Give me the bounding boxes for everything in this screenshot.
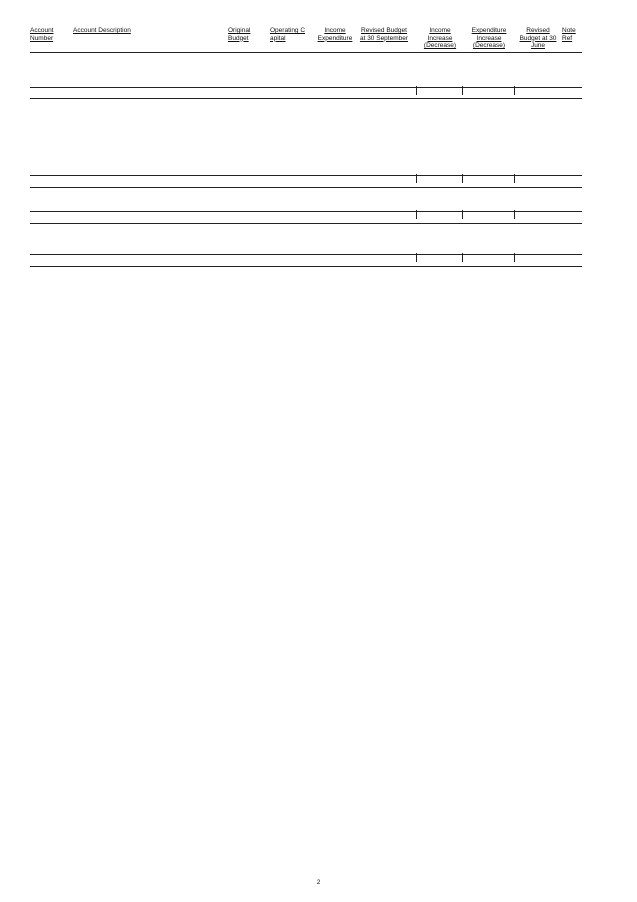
- total-box-left: [416, 174, 417, 183]
- total-rule: [30, 175, 582, 176]
- cell-desc: [72, 530, 222, 544]
- total-box-mid: [462, 174, 463, 183]
- total-rule-bottom: [30, 98, 582, 99]
- total-rule: [30, 211, 582, 212]
- cell-desc: [72, 546, 222, 560]
- total-box-left: [416, 253, 417, 262]
- total-box-mid: [462, 210, 463, 219]
- cell-desc: [72, 428, 222, 442]
- cell-desc: [72, 492, 222, 506]
- header-expenditure-increase: Expenditure Increase (Decrease): [471, 27, 507, 49]
- total-box-right: [514, 86, 515, 95]
- total-box-right: [514, 210, 515, 219]
- cell-desc: [72, 476, 222, 490]
- header-operating-capital: Operating C apital: [270, 27, 306, 42]
- cell-desc: [72, 578, 222, 592]
- cell-desc: [72, 601, 222, 615]
- header-income-expenditure: Income Expenditure: [317, 27, 353, 42]
- total-rule: [30, 87, 582, 88]
- cell-desc: [72, 460, 222, 474]
- header-rule: [30, 52, 582, 53]
- cell-desc: [72, 617, 222, 631]
- header-revised-june: Revised Budget at 30 June: [519, 27, 557, 49]
- total-box-right: [514, 174, 515, 183]
- total-rule-bottom: [30, 266, 582, 267]
- total-rule-bottom: [30, 187, 582, 188]
- header-original-budget: Original Budget: [228, 27, 251, 42]
- header-revised-budget: Revised Budget at 30 September: [359, 27, 409, 42]
- total-box-mid: [462, 253, 463, 262]
- total-rule-bottom: [30, 223, 582, 224]
- cell-desc: [72, 411, 222, 425]
- header-income-increase: Income Increase (Decrease): [423, 27, 457, 49]
- total-rule: [30, 254, 582, 255]
- header-account-number: Account Number: [30, 27, 54, 42]
- cell-desc: [72, 127, 222, 141]
- total-box-left: [416, 86, 417, 95]
- header-note-ref: Note Ref: [562, 27, 576, 42]
- cell-desc: [72, 562, 222, 576]
- total-box-mid: [462, 86, 463, 95]
- total-box-right: [514, 253, 515, 262]
- header-account-description: Account Description: [73, 27, 131, 34]
- page-number: 2: [316, 879, 321, 886]
- cell-desc: [72, 444, 222, 458]
- total-box-left: [416, 210, 417, 219]
